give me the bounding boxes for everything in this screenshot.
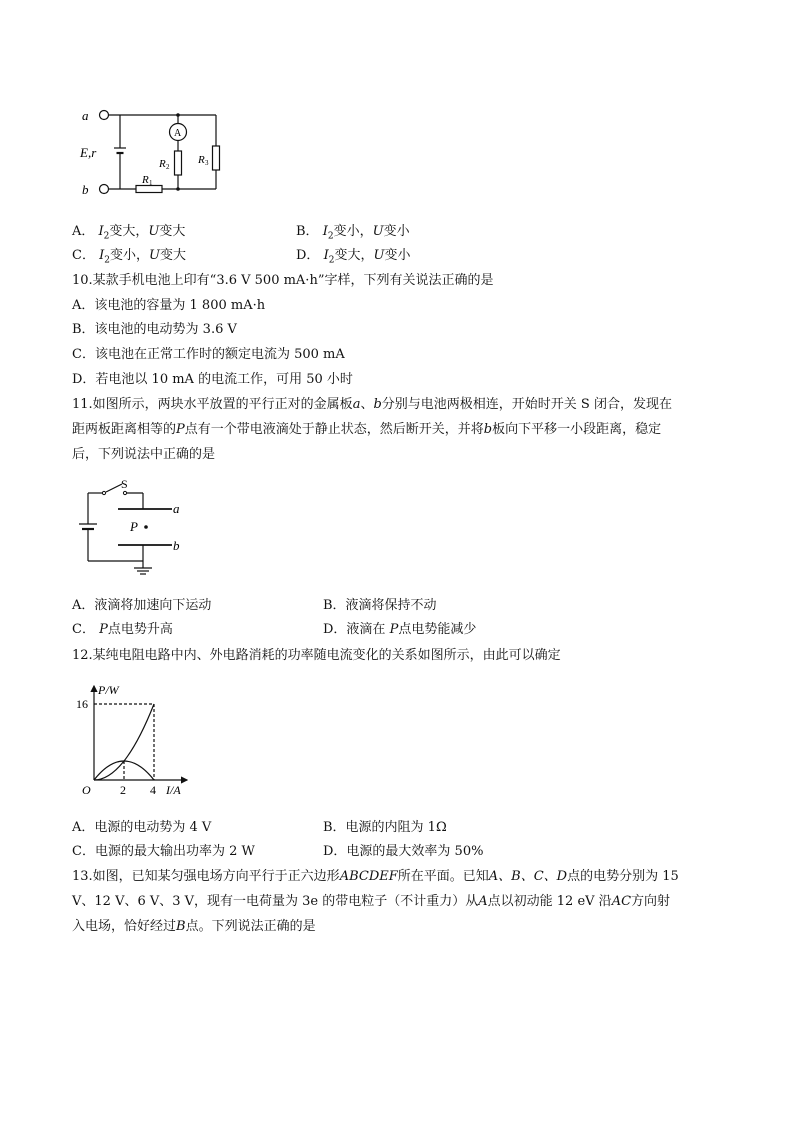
text: 点以初动能 12 eV 沿: [487, 894, 612, 909]
q9-option-d: [296, 247, 410, 270]
var-u: U: [372, 224, 384, 239]
q11-option-a: A．液滴将加速向下运动: [72, 598, 212, 613]
label-r1: R: [142, 174, 149, 186]
text: 分别与电池两极相连，开始时开关 S 闭合，发现在: [381, 397, 672, 412]
switch-s: [106, 484, 122, 492]
text: V、12 V、6 V、3 V，现有一电荷量为 3e 的带电粒子（不计重力）从: [72, 894, 479, 909]
tick-4: 4: [150, 783, 156, 797]
option-letter: D．: [296, 248, 320, 263]
var-points: A、B、C、D: [488, 869, 568, 884]
option-letter: B．: [296, 224, 319, 239]
text: 入电场，恰好经过: [72, 919, 177, 934]
var-u: U: [148, 224, 160, 239]
text: 方向射: [631, 894, 671, 909]
switch-contact: [123, 491, 126, 494]
label-r1-sub: 1: [149, 179, 153, 187]
option-letter: C．: [72, 248, 95, 263]
q9-option-b: [296, 223, 410, 246]
q12-stem: 12.某纯电阻电路中内、外电路消耗的功率随电流变化的关系如图所示，由此可以确定: [72, 648, 561, 663]
var-i: I: [323, 248, 329, 263]
capacitor-figure-q11: [72, 474, 192, 578]
text: 点的电势分别为 15: [567, 869, 679, 884]
q11-option-d: [323, 621, 476, 639]
label-emf: E,r: [80, 145, 97, 160]
switch-contact: [102, 491, 105, 494]
point-p-dot: [144, 525, 148, 529]
var-sub: 2: [104, 255, 110, 266]
q12-option-a: A．电源的电动势为 4 V: [72, 820, 212, 835]
var-sub: 2: [327, 231, 334, 242]
var-hexagon: ABCDEF: [339, 869, 398, 884]
q11-option-c: [72, 621, 173, 639]
q12-option-c: C．电源的最大输出功率为 2 W: [72, 844, 255, 859]
option-text: 点电势升高: [107, 622, 173, 637]
option-text: 变小，: [109, 248, 149, 263]
q9-option-a: [72, 223, 185, 246]
q13-stem-line1: [72, 868, 679, 886]
terminal-a: [100, 111, 109, 120]
q11-stem-line3: 后，下列说法中正确的是: [72, 447, 216, 462]
text: 点有一个带电液滴处于静止状态，然后断开关，并将: [184, 422, 484, 437]
origin-label: O: [82, 783, 91, 797]
option-text: 变小: [383, 224, 410, 239]
text: 板向下平移一小段距离，稳定: [492, 422, 662, 437]
tick-2: 2: [120, 783, 126, 797]
var-b: b: [483, 422, 493, 437]
junction-dot: [176, 113, 180, 117]
var-i: I: [322, 224, 328, 239]
var-b: b: [373, 397, 382, 412]
power-current-graph-q12: [74, 682, 194, 800]
text: 13.如图，已知某匀强电场方向平行于正六边形: [72, 869, 340, 884]
var-sub: 2: [328, 255, 335, 266]
text: 、: [360, 397, 374, 412]
q9-option-c: [72, 247, 186, 270]
option-text: 变小，: [333, 224, 373, 239]
var-b: B: [176, 919, 186, 934]
text: 所在平面。已知: [397, 869, 489, 884]
q11-stem-line2: [72, 421, 661, 439]
resistor-r3: [213, 146, 220, 170]
label-r2: R: [159, 158, 166, 170]
text: 距两板距离相等的: [72, 422, 177, 437]
label-r2-sub: 2: [166, 163, 170, 171]
option-text: 变大，: [109, 224, 149, 239]
resistor-r2: [175, 151, 182, 175]
tick-16: 16: [76, 697, 88, 711]
ammeter-letter: A: [174, 128, 182, 139]
option-text: 点电势能减少: [398, 622, 477, 637]
var-a: a: [352, 397, 361, 412]
var-a: A: [478, 894, 488, 909]
label-b: b: [173, 538, 180, 553]
var-p: P: [389, 622, 399, 637]
var-u: U: [148, 248, 160, 263]
label-b: b: [82, 182, 89, 197]
option-text: D．液滴在: [323, 622, 386, 637]
var-u: U: [373, 248, 385, 263]
q10-option-c: C．该电池在正常工作时的额定电流为 500 mA: [72, 347, 345, 362]
label-p: P: [130, 519, 138, 534]
q10-option-d: D．若电池以 10 mA 的电流工作，可用 50 小时: [72, 372, 353, 387]
text: 点。下列说法正确的是: [185, 919, 316, 934]
var-ac: AC: [611, 894, 632, 909]
q13-stem-line3: [72, 918, 316, 936]
q12-option-b: B．电源的内阻为 1Ω: [323, 820, 447, 835]
terminal-b: [100, 185, 109, 194]
label-r3-sub: 3: [205, 159, 209, 167]
option-text: 变大，: [334, 248, 374, 263]
q11-stem-line1: [72, 396, 672, 414]
q10-option-b: B．该电池的电动势为 3.6 V: [72, 322, 237, 337]
var-i: I: [99, 248, 105, 263]
label-a: a: [173, 501, 180, 516]
label-s: S: [121, 477, 128, 491]
text: 11.如图所示，两块水平放置的平行正对的金属板: [72, 397, 353, 412]
var-p: P: [99, 622, 108, 637]
x-axis-label: I/A: [166, 783, 181, 797]
q12-option-d: D．电源的最大效率为 50%: [323, 844, 484, 859]
option-letter: A．: [72, 224, 95, 239]
label-a: a: [82, 108, 89, 123]
var-i: I: [98, 224, 104, 239]
label-r3: R: [198, 154, 205, 166]
q13-stem-line2: [72, 893, 670, 911]
junction-dot: [176, 187, 180, 191]
option-letter: C．: [72, 622, 95, 637]
var-sub: 2: [103, 231, 110, 242]
q10-stem: 10.某款手机电池上印有“3.6 V 500 mA·h”字样，下列有关说法正确的是: [72, 273, 494, 288]
y-axis-label: P/W: [98, 683, 119, 697]
option-text: 变大: [159, 224, 186, 239]
option-text: 变小: [384, 248, 411, 263]
q10-option-a: A．该电池的容量为 1 800 mA·h: [72, 298, 266, 313]
circuit-figure-q9: [78, 104, 228, 200]
var-p: P: [176, 422, 185, 437]
q11-option-b: B．液滴将保持不动: [323, 598, 437, 613]
option-text: 变大: [159, 248, 186, 263]
